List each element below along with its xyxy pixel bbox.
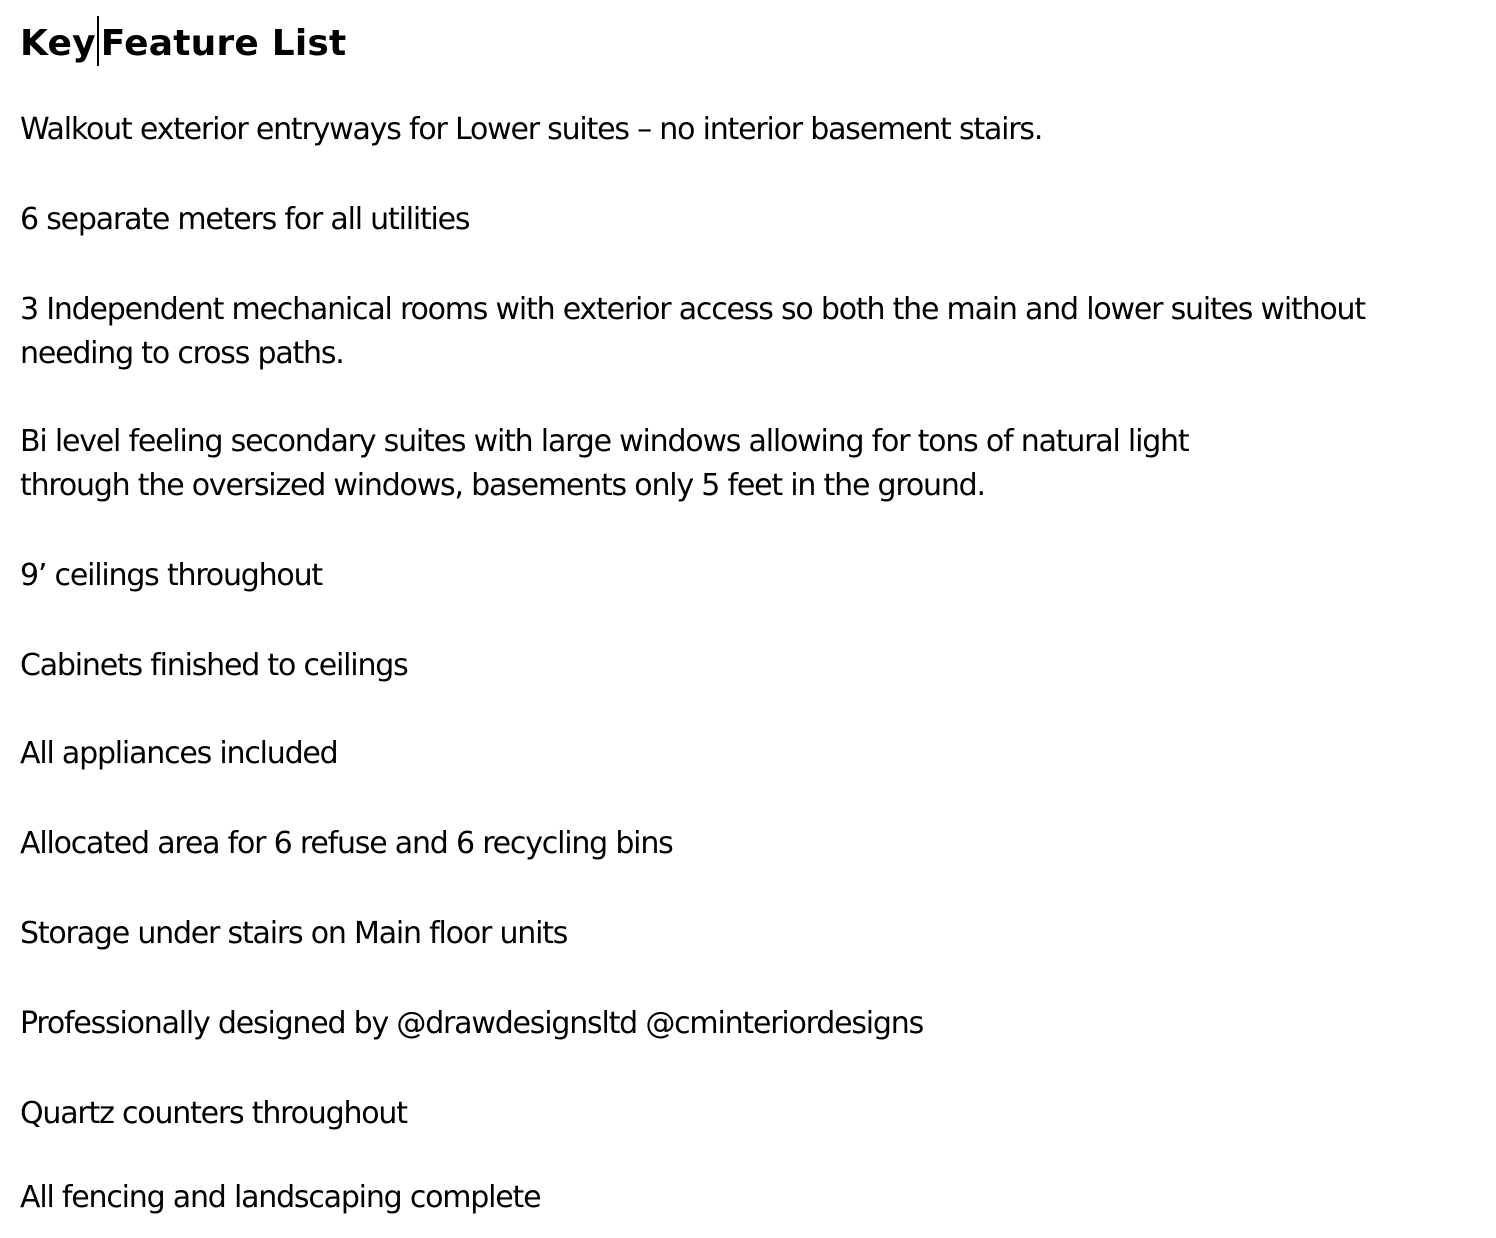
feature-line: 9’ ceilings throughout [20, 558, 322, 593]
feature-ceilings [20, 554, 322, 598]
feature-walkout-entryways [20, 108, 1042, 152]
feature-line: Cabinets finished to ceilings [20, 648, 408, 683]
feature-line: Allocated area for 6 refuse and 6 recycling bins [20, 826, 673, 861]
feature-line: through the oversized windows, basements only 5 feet in the ground. [20, 468, 985, 503]
feature-appliances [20, 732, 338, 776]
feature-line: Quartz counters throughout [20, 1096, 407, 1131]
feature-separate-meters [20, 198, 469, 242]
text-cursor [97, 16, 99, 66]
feature-designers [20, 1002, 923, 1046]
feature-line: 3 Independent mechanical rooms with exterior access so both the main and lower suites without [20, 292, 1365, 327]
feature-line: All fencing and landscaping complete [20, 1180, 541, 1215]
feature-line: 6 separate meters for all utilities [20, 202, 470, 237]
feature-line: Walkout exterior entryways for Lower suites – no interior basement stairs. [20, 112, 1043, 147]
feature-fencing-landscaping [20, 1176, 540, 1220]
feature-bi-level-suites [20, 420, 1188, 508]
feature-line: needing to cross paths. [20, 336, 344, 371]
feature-bins [20, 822, 673, 866]
title-word-key: Key [20, 23, 96, 64]
feature-line: Storage under stairs on Main floor units [20, 916, 568, 951]
feature-line: All appliances included [20, 736, 338, 771]
title-words-feature-list: Feature List [100, 23, 347, 64]
feature-line: Professionally designed by @drawdesignsltd @cminteriordesigns [20, 1006, 924, 1041]
feature-storage [20, 912, 567, 956]
feature-mechanical-rooms [20, 288, 1365, 376]
feature-line: Bi level feeling secondary suites with large windows allowing for tons of natural light [20, 424, 1189, 459]
feature-cabinets [20, 644, 408, 688]
feature-quartz-counters [20, 1092, 407, 1136]
page-title [20, 16, 346, 68]
